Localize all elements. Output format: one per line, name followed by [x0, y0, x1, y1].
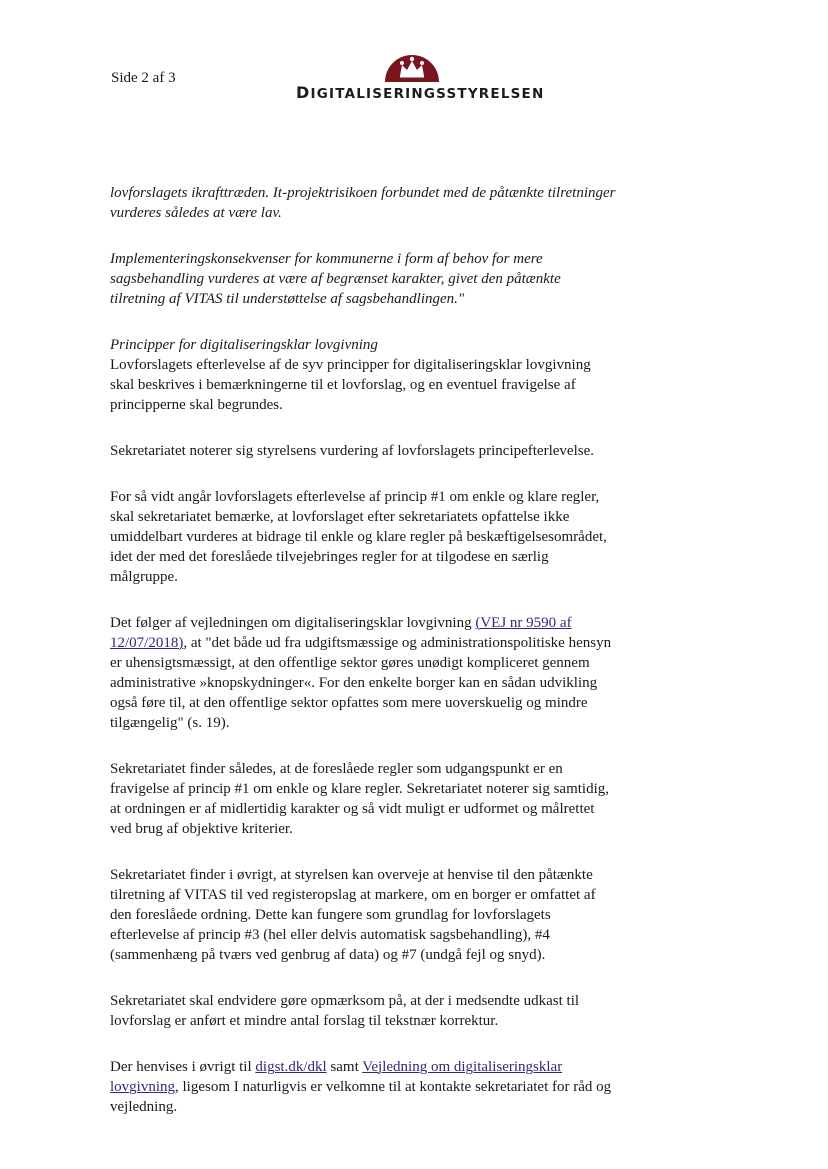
guidance-text-after: , at "det både ud fra udgiftsmæssige og administrationspolitiske hensyn er uhensigtsmæssigt, at den offentlige sektor gøres unødigt kompliceret gennem administrative »knopskydninger«. For den enkelte borger kan en sådan udvikling også føre til, at den offentlige sektor opfattes som mere uoverskuelig og mindre tilgængelig" (s. 19). — [110, 635, 612, 731]
guidance-document-link[interactable]: Vejledning om digitaliseringsklar lovgivning — [110, 1059, 563, 1095]
agency-name-initial: D — [296, 83, 311, 102]
corrections-paragraph: Sekretariatet skal endvidere gøre opmærksom på, at der i medsendte udkast til lovforslag er anført et mindre antal forslag til tekstnær korrektur. — [110, 993, 580, 1029]
crown-logo-icon — [382, 48, 442, 84]
principle1-paragraph: For så vidt angår lovforslagets efterlevelse af princip #1 om enkle og klare regler, skal sekretariatet bemærke, at lovforslaget efter sekretariatets opfattelse ikke umiddelbart vurderes at bidrage til enkle og klare regler på beskæftigelsesområdet, idet der med det foreslåede tilvejebringes regler for at tilgodese en særlig målgruppe. — [110, 489, 607, 585]
guidance-link[interactable]: (VEJ nr 9590 af 12/07/2018) — [110, 615, 572, 651]
letter-body — [110, 183, 618, 1143]
quote-paragraph-1: lovforslagets ikrafttræden. It-projektrisikoen forbundet med de påtænkte tilretninger vurderes således at være lav. — [110, 185, 616, 221]
guidance-paragraph — [110, 613, 618, 733]
refer-paragraph — [110, 1057, 618, 1117]
digst-link[interactable]: digst.dk/dkl — [255, 1059, 327, 1075]
agency-logo — [296, 48, 545, 108]
refer-text-1: Der henvises i øvrigt til — [110, 1059, 256, 1075]
agency-name — [296, 83, 545, 102]
finds-paragraph: Sekretariatet finder således, at de foreslåede regler som udgangspunkt er en fravigelse af princip #1 om enkle og klare regler. Sekretariatet noterer sig samtidig, at ordningen er af midlertidig karakter og så vidt muligt er udformet og målrettet ved brug af objektive kriterier. — [110, 761, 609, 837]
section-heading: Principper for digitaliseringsklar lovgivning — [110, 337, 378, 353]
vitas-paragraph: Sekretariatet finder i øvrigt, at styrelsen kan overveje at henvise til den påtænkte tilretning af VITAS til ved registeropslag at markere, om en borger er omfattet af den foreslåede ordning. Dette kan fungere som grundlag for lovforslagets efterlevelse af princip #3 (hel eller delvis automatisk sagsbehandling), #4 (sammenhæng på tværs ved genbrug af data) og #7 (undgå fejl og snyd). — [110, 867, 596, 963]
agency-name-rest: IGITALISERINGSSTYRELSEN — [310, 86, 545, 102]
refer-text-2: samt — [326, 1059, 363, 1075]
principles-paragraph: Lovforslagets efterlevelse af de syv principper for digitaliseringsklar lovgivning skal beskrives i bemærkningerne til et lovforslag, og en eventuel fravigelse af principperne skal begrundes. — [110, 357, 591, 413]
quote-paragraph-2: Implementeringskonsekvenser for kommunerne i form af behov for mere sagsbehandling vurderes at være af begrænset karakter, givet den påtænkte tilretning af VITAS til understøttelse af sagsbehandlingen." — [110, 251, 561, 307]
guidance-text-before: Det følger af vejledningen om digitaliseringsklar lovgivning — [110, 615, 476, 631]
refer-text-3: , ligesom I naturligvis er velkomne til at kontakte sekretariatet for råd og vejledning. — [110, 1079, 612, 1115]
page-number: Side 2 af 3 — [111, 70, 176, 86]
notes-paragraph: Sekretariatet noterer sig styrelsens vurdering af lovforslagets principefterlevelse. — [110, 443, 594, 459]
